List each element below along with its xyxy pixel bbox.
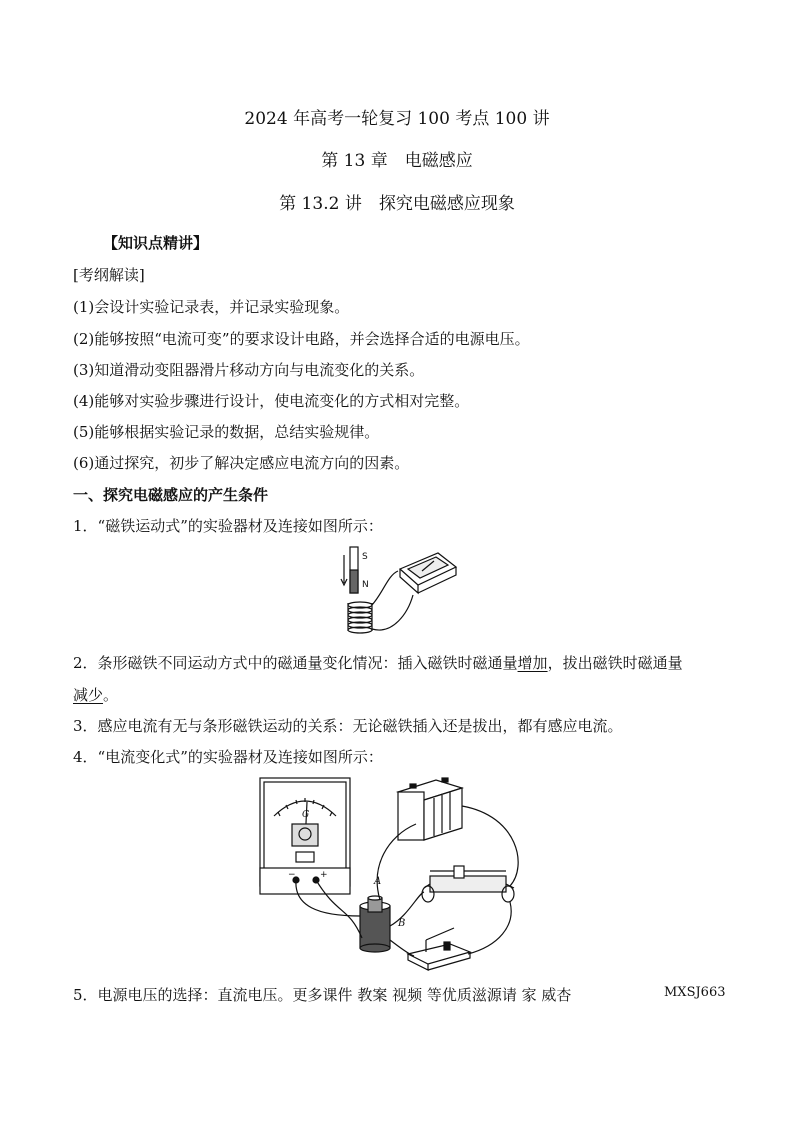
syllabus-heading: [考纲解读] xyxy=(73,266,145,284)
chapter-title: 第 13 章 电磁感应 xyxy=(321,151,473,171)
paragraph-2 xyxy=(73,652,683,673)
magnet-n-label: N xyxy=(362,580,369,590)
page-code: MXSJ663 xyxy=(664,985,726,1000)
lecture-title: 第 13.2 讲 探究电磁感应现象 xyxy=(279,194,515,214)
syllabus-item: (3)知道滑动变阻器滑片移动方向与电流变化的关系。 xyxy=(73,361,425,379)
paragraph-2-cont xyxy=(73,684,118,705)
syllabus-item: (5)能够根据实验记录的数据，总结实验规律。 xyxy=(73,423,380,441)
magnet-coil-figure xyxy=(338,543,462,639)
label-a: A xyxy=(374,876,382,887)
paragraph-2-text-a: 2．条形磁铁不同运动方式中的磁通量变化情况：插入磁铁时磁通量 xyxy=(73,654,518,672)
minus-terminal-label: − xyxy=(288,870,296,880)
paragraph-1: 1．“磁铁运动式”的实验器材及连接如图所示： xyxy=(73,517,383,535)
document-title: 2024 年高考一轮复习 100 考点 100 讲 xyxy=(244,109,550,129)
galvanometer-g-label: G xyxy=(302,810,310,820)
current-change-figure xyxy=(258,776,528,976)
plus-terminal-label: + xyxy=(320,870,328,880)
answer-decrease: 减少 xyxy=(73,686,104,704)
label-b: B xyxy=(398,918,406,929)
section-heading: 一、探究电磁感应的产生条件 xyxy=(73,486,269,504)
magnet-s-label: S xyxy=(362,552,368,562)
paragraph-2-text-b: ，拔出磁铁时磁通量 xyxy=(547,654,683,672)
answer-increase: 增加 xyxy=(517,654,548,672)
paragraph-3: 3．感应电流有无与条形磁铁运动的关系：无论磁铁插入还是拔出，都有感应电流。 xyxy=(73,717,623,735)
paragraph-5: 5．电源电压的选择：直流电压。更多课件 教案 视频 等优质滋源请 家 威杏 xyxy=(73,986,572,1004)
syllabus-item: (4)能够对实验步骤进行设计，使电流变化的方式相对完整。 xyxy=(73,392,470,410)
section-tag: 【知识点精讲】 xyxy=(103,234,209,252)
paragraph-2-text-c: 。 xyxy=(103,686,119,704)
syllabus-item: (6)通过探究，初步了解决定感应电流方向的因素。 xyxy=(73,454,410,472)
syllabus-item: (1)会设计实验记录表，并记录实验现象。 xyxy=(73,298,350,316)
syllabus-item: (2)能够按照“电流可变”的要求设计电路，并会选择合适的电源电压。 xyxy=(73,330,530,348)
paragraph-4: 4．“电流变化式”的实验器材及连接如图所示： xyxy=(73,748,383,766)
